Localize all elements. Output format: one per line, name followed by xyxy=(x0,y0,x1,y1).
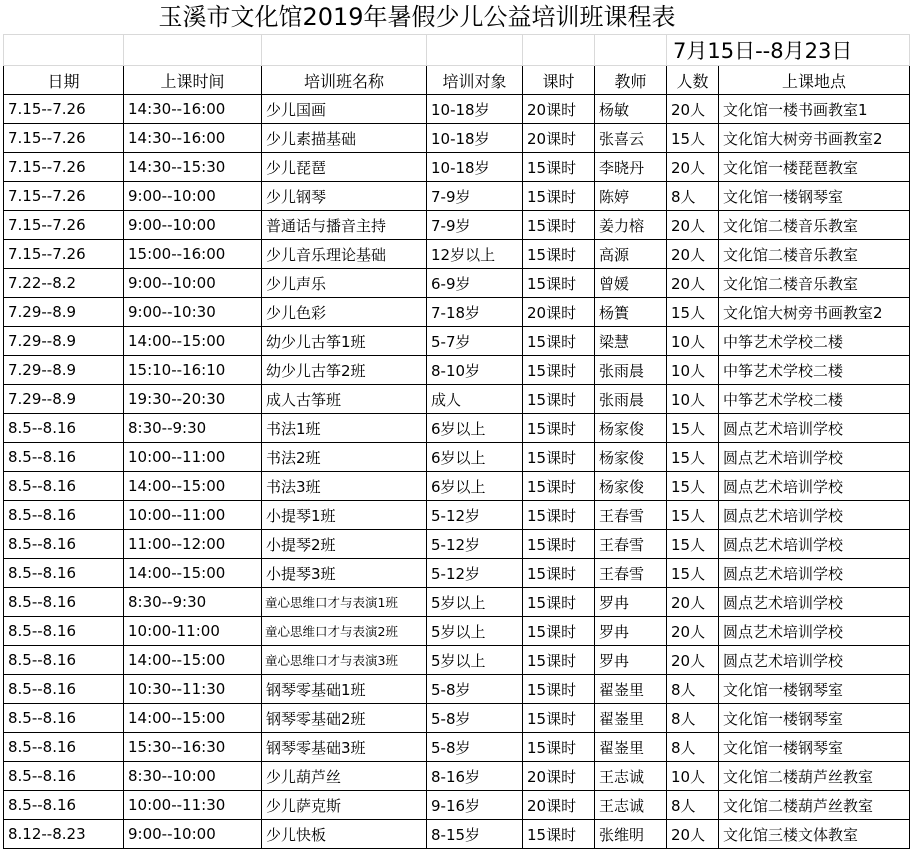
teacher-cell[interactable]: 陈婷 xyxy=(595,182,667,211)
cell[interactable] xyxy=(427,35,523,66)
table-row xyxy=(4,356,910,385)
class-name-cell[interactable]: 童心思维口才与表演1班 xyxy=(262,588,427,617)
time-cell[interactable]: 15:10--16:10 xyxy=(124,356,262,385)
date-cell[interactable]: 8.5--8.16 xyxy=(4,472,124,501)
table-row xyxy=(4,298,910,327)
date-cell[interactable]: 7.15--7.26 xyxy=(4,95,124,124)
location-cell[interactable]: 文化馆二楼音乐教室 xyxy=(719,240,910,269)
time-cell[interactable]: 10:00-11:00 xyxy=(124,617,262,646)
teacher-cell[interactable]: 王春雪 xyxy=(595,530,667,559)
time-cell[interactable]: 14:00--15:00 xyxy=(124,327,262,356)
count-cell[interactable]: 10人 xyxy=(667,762,719,791)
date-cell[interactable]: 8.5--8.16 xyxy=(4,733,124,762)
location-cell[interactable]: 文化馆二楼音乐教室 xyxy=(719,269,910,298)
hours-cell[interactable]: 15课时 xyxy=(523,588,595,617)
teacher-cell[interactable]: 梁慧 xyxy=(595,327,667,356)
table-row xyxy=(4,182,910,211)
table-row xyxy=(4,269,910,298)
column-header[interactable]: 课时 xyxy=(523,66,595,95)
cell[interactable] xyxy=(124,35,262,66)
teacher-cell[interactable]: 张喜云 xyxy=(595,124,667,153)
location-cell[interactable]: 文化馆二楼葫芦丝教室 xyxy=(719,762,910,791)
time-cell[interactable]: 9:00--10:00 xyxy=(124,182,262,211)
location-cell[interactable]: 圆点艺术培训学校 xyxy=(719,501,910,530)
teacher-cell[interactable]: 李晓丹 xyxy=(595,153,667,182)
table-row xyxy=(4,646,910,675)
location-cell[interactable]: 中筝艺术学校二楼 xyxy=(719,385,910,414)
count-cell[interactable]: 20人 xyxy=(667,646,719,675)
count-cell[interactable]: 20人 xyxy=(667,617,719,646)
location-cell[interactable]: 圆点艺术培训学校 xyxy=(719,617,910,646)
class-name-cell[interactable]: 少儿色彩 xyxy=(262,298,427,327)
location-cell[interactable]: 文化馆一楼钢琴室 xyxy=(719,733,910,762)
hours-cell[interactable]: 15课时 xyxy=(523,675,595,704)
count-cell[interactable]: 8人 xyxy=(667,182,719,211)
target-cell[interactable]: 8-16岁 xyxy=(427,762,523,791)
date-cell[interactable]: 8.5--8.16 xyxy=(4,762,124,791)
teacher-cell[interactable]: 杨家俊 xyxy=(595,414,667,443)
count-cell[interactable]: 20人 xyxy=(667,211,719,240)
class-name-cell[interactable]: 少儿葫芦丝 xyxy=(262,762,427,791)
time-cell[interactable]: 14:00--15:00 xyxy=(124,559,262,588)
location-cell[interactable]: 文化馆一楼琵琶教室 xyxy=(719,153,910,182)
teacher-cell[interactable]: 杨敏 xyxy=(595,95,667,124)
date-cell[interactable]: 8.5--8.16 xyxy=(4,588,124,617)
date-cell[interactable]: 7.15--7.26 xyxy=(4,124,124,153)
location-cell[interactable]: 文化馆一楼书画教室1 xyxy=(719,95,910,124)
target-cell[interactable]: 5-8岁 xyxy=(427,675,523,704)
table-row xyxy=(4,733,910,762)
table-row xyxy=(4,501,910,530)
table-row xyxy=(4,443,910,472)
date-cell[interactable]: 8.5--8.16 xyxy=(4,501,124,530)
hours-cell[interactable]: 20课时 xyxy=(523,791,595,820)
hours-cell[interactable]: 15课时 xyxy=(523,617,595,646)
teacher-cell[interactable]: 罗冉 xyxy=(595,617,667,646)
date-cell[interactable]: 7.29--8.9 xyxy=(4,385,124,414)
target-cell[interactable]: 6岁以上 xyxy=(427,414,523,443)
teacher-cell[interactable]: 罗冉 xyxy=(595,646,667,675)
table-row xyxy=(4,791,910,820)
target-cell[interactable]: 12岁以上 xyxy=(427,240,523,269)
teacher-cell[interactable]: 翟崟里 xyxy=(595,704,667,733)
teacher-cell[interactable]: 翟崟里 xyxy=(595,733,667,762)
hours-cell[interactable]: 15课时 xyxy=(523,443,595,472)
target-cell[interactable]: 7-9岁 xyxy=(427,182,523,211)
date-cell[interactable]: 8.5--8.16 xyxy=(4,443,124,472)
table-row xyxy=(4,95,910,124)
class-name-cell[interactable]: 幼少儿古筝1班 xyxy=(262,327,427,356)
title-text: 玉溪市文化馆2019年暑假少儿公益培训班课程表 xyxy=(158,3,676,31)
class-name-cell[interactable]: 钢琴零基础3班 xyxy=(262,733,427,762)
target-cell[interactable]: 6岁以上 xyxy=(427,472,523,501)
location-cell[interactable]: 文化馆一楼钢琴室 xyxy=(719,182,910,211)
class-name-cell[interactable]: 小提琴1班 xyxy=(262,501,427,530)
date-cell[interactable]: 8.5--8.16 xyxy=(4,704,124,733)
hours-cell[interactable]: 15课时 xyxy=(523,356,595,385)
count-cell[interactable]: 20人 xyxy=(667,153,719,182)
time-cell[interactable]: 10:00--11:00 xyxy=(124,443,262,472)
table-row xyxy=(4,820,910,849)
time-cell[interactable]: 10:30--11:30 xyxy=(124,675,262,704)
location-cell[interactable]: 圆点艺术培训学校 xyxy=(719,559,910,588)
hours-cell[interactable]: 15课时 xyxy=(523,211,595,240)
target-cell[interactable]: 6-9岁 xyxy=(427,269,523,298)
location-cell[interactable]: 中筝艺术学校二楼 xyxy=(719,327,910,356)
location-cell[interactable]: 文化馆大树旁书画教室2 xyxy=(719,124,910,153)
location-cell[interactable]: 圆点艺术培训学校 xyxy=(719,646,910,675)
teacher-cell[interactable]: 罗冉 xyxy=(595,588,667,617)
hours-cell[interactable]: 15课时 xyxy=(523,733,595,762)
teacher-cell[interactable]: 王志诚 xyxy=(595,791,667,820)
location-cell[interactable]: 文化馆一楼钢琴室 xyxy=(719,675,910,704)
date-cell[interactable]: 8.5--8.16 xyxy=(4,646,124,675)
count-cell[interactable]: 10人 xyxy=(667,385,719,414)
time-cell[interactable]: 8:30--9:30 xyxy=(124,414,262,443)
time-cell[interactable]: 11:00--12:00 xyxy=(124,530,262,559)
table-row xyxy=(4,153,910,182)
table-row xyxy=(4,530,910,559)
class-name-cell[interactable]: 少儿国画 xyxy=(262,95,427,124)
time-cell[interactable]: 14:00--15:00 xyxy=(124,472,262,501)
teacher-cell[interactable]: 王春雪 xyxy=(595,501,667,530)
hours-cell[interactable]: 15课时 xyxy=(523,646,595,675)
hours-cell[interactable]: 15课时 xyxy=(523,385,595,414)
table-row xyxy=(4,617,910,646)
target-cell[interactable]: 5-12岁 xyxy=(427,501,523,530)
date-cell[interactable]: 7.15--7.26 xyxy=(4,153,124,182)
teacher-cell[interactable]: 张雨晨 xyxy=(595,385,667,414)
count-cell[interactable]: 10人 xyxy=(667,327,719,356)
teacher-cell[interactable]: 姜力榕 xyxy=(595,211,667,240)
date-cell[interactable]: 8.5--8.16 xyxy=(4,675,124,704)
location-cell[interactable]: 圆点艺术培训学校 xyxy=(719,443,910,472)
target-cell[interactable]: 8-15岁 xyxy=(427,820,523,849)
count-cell[interactable]: 15人 xyxy=(667,472,719,501)
class-name-cell[interactable]: 少儿素描基础 xyxy=(262,124,427,153)
count-cell[interactable]: 20人 xyxy=(667,269,719,298)
column-header[interactable]: 培训对象 xyxy=(427,66,523,95)
location-cell[interactable]: 文化馆二楼音乐教室 xyxy=(719,211,910,240)
teacher-cell[interactable]: 杨家俊 xyxy=(595,472,667,501)
target-cell[interactable]: 10-18岁 xyxy=(427,153,523,182)
teacher-cell[interactable]: 曾媛 xyxy=(595,269,667,298)
table-row xyxy=(4,211,910,240)
class-name-cell[interactable]: 幼少儿古筝2班 xyxy=(262,356,427,385)
hours-cell[interactable]: 15课时 xyxy=(523,530,595,559)
class-name-cell[interactable]: 书法1班 xyxy=(262,414,427,443)
table-row xyxy=(4,240,910,269)
location-cell[interactable]: 中筝艺术学校二楼 xyxy=(719,356,910,385)
table-row xyxy=(4,327,910,356)
date-cell[interactable]: 8.12--8.23 xyxy=(4,820,124,849)
cell[interactable] xyxy=(595,35,667,66)
cell[interactable] xyxy=(262,35,427,66)
time-cell[interactable]: 14:30--16:00 xyxy=(124,124,262,153)
target-cell[interactable]: 10-18岁 xyxy=(427,124,523,153)
time-cell[interactable]: 9:00--10:00 xyxy=(124,820,262,849)
time-cell[interactable]: 9:00--10:30 xyxy=(124,298,262,327)
count-cell[interactable]: 8人 xyxy=(667,733,719,762)
count-cell[interactable]: 15人 xyxy=(667,530,719,559)
time-cell[interactable]: 9:00--10:00 xyxy=(124,211,262,240)
hours-cell[interactable]: 15课时 xyxy=(523,269,595,298)
date-cell[interactable]: 7.29--8.9 xyxy=(4,298,124,327)
table-row xyxy=(4,675,910,704)
table-row xyxy=(4,588,910,617)
cell[interactable] xyxy=(523,35,595,66)
class-name-cell[interactable]: 钢琴零基础2班 xyxy=(262,704,427,733)
date-range[interactable]: 7月15日--8月23日 xyxy=(667,35,910,66)
column-header[interactable]: 上课地点 xyxy=(719,66,910,95)
hours-cell[interactable]: 15课时 xyxy=(523,414,595,443)
location-cell[interactable]: 文化馆三楼文体教室 xyxy=(719,820,910,849)
teacher-cell[interactable]: 王春雪 xyxy=(595,559,667,588)
hours-cell[interactable]: 15课时 xyxy=(523,327,595,356)
count-cell[interactable]: 15人 xyxy=(667,124,719,153)
target-cell[interactable]: 5岁以上 xyxy=(427,588,523,617)
hours-cell[interactable]: 15课时 xyxy=(523,559,595,588)
date-cell[interactable]: 8.5--8.16 xyxy=(4,617,124,646)
class-name-cell[interactable]: 少儿萨克斯 xyxy=(262,791,427,820)
count-cell[interactable]: 15人 xyxy=(667,443,719,472)
time-cell[interactable]: 10:00--11:00 xyxy=(124,501,262,530)
hours-cell[interactable]: 20课时 xyxy=(523,298,595,327)
location-cell[interactable]: 圆点艺术培训学校 xyxy=(719,414,910,443)
date-range-row xyxy=(4,35,910,66)
location-cell[interactable]: 文化馆一楼钢琴室 xyxy=(719,704,910,733)
class-name-cell[interactable]: 少儿音乐理论基础 xyxy=(262,240,427,269)
target-cell[interactable]: 5-12岁 xyxy=(427,530,523,559)
hours-cell[interactable]: 20课时 xyxy=(523,95,595,124)
teacher-cell[interactable]: 杨家俊 xyxy=(595,443,667,472)
count-cell[interactable]: 20人 xyxy=(667,95,719,124)
hours-cell[interactable]: 15课时 xyxy=(523,182,595,211)
table-row xyxy=(4,124,910,153)
cell[interactable] xyxy=(4,35,124,66)
target-cell[interactable]: 成人 xyxy=(427,385,523,414)
class-name-cell[interactable]: 小提琴3班 xyxy=(262,559,427,588)
time-cell[interactable]: 19:30--20:30 xyxy=(124,385,262,414)
location-cell[interactable]: 文化馆大树旁书画教室2 xyxy=(719,298,910,327)
time-cell[interactable]: 14:30--15:30 xyxy=(124,153,262,182)
column-header[interactable]: 培训班名称 xyxy=(262,66,427,95)
time-cell[interactable]: 14:30--16:00 xyxy=(124,95,262,124)
time-cell[interactable]: 8:30--10:00 xyxy=(124,762,262,791)
date-cell[interactable]: 8.5--8.16 xyxy=(4,559,124,588)
target-cell[interactable]: 10-18岁 xyxy=(427,95,523,124)
class-name-cell[interactable]: 普通话与播音主持 xyxy=(262,211,427,240)
target-cell[interactable]: 5-7岁 xyxy=(427,327,523,356)
table-row xyxy=(4,385,910,414)
count-cell[interactable]: 8人 xyxy=(667,675,719,704)
class-name-cell[interactable]: 少儿快板 xyxy=(262,820,427,849)
time-cell[interactable]: 14:00--15:00 xyxy=(124,704,262,733)
teacher-cell[interactable]: 王志诚 xyxy=(595,762,667,791)
target-cell[interactable]: 5-12岁 xyxy=(427,559,523,588)
header-row xyxy=(4,66,910,95)
class-name-cell[interactable]: 少儿琵琶 xyxy=(262,153,427,182)
time-cell[interactable]: 10:00--11:30 xyxy=(124,791,262,820)
schedule-table xyxy=(3,34,910,849)
class-name-cell[interactable]: 少儿声乐 xyxy=(262,269,427,298)
date-cell[interactable]: 7.29--8.9 xyxy=(4,356,124,385)
count-cell[interactable]: 8人 xyxy=(667,704,719,733)
hours-cell[interactable]: 15课时 xyxy=(523,820,595,849)
teacher-cell[interactable]: 翟崟里 xyxy=(595,675,667,704)
table-row xyxy=(4,704,910,733)
table-row xyxy=(4,762,910,791)
hours-cell[interactable]: 15课时 xyxy=(523,240,595,269)
column-header[interactable]: 教师 xyxy=(595,66,667,95)
location-cell[interactable]: 圆点艺术培训学校 xyxy=(719,472,910,501)
target-cell[interactable]: 9-16岁 xyxy=(427,791,523,820)
hours-cell[interactable]: 15课时 xyxy=(523,153,595,182)
sheet-title xyxy=(0,0,912,34)
table-row xyxy=(4,414,910,443)
class-name-cell[interactable]: 钢琴零基础1班 xyxy=(262,675,427,704)
count-cell[interactable]: 20人 xyxy=(667,820,719,849)
location-cell[interactable]: 圆点艺术培训学校 xyxy=(719,588,910,617)
count-cell[interactable]: 10人 xyxy=(667,356,719,385)
class-name-cell[interactable]: 成人古筝班 xyxy=(262,385,427,414)
date-cell[interactable]: 7.15--7.26 xyxy=(4,211,124,240)
table-row xyxy=(4,472,910,501)
table-row xyxy=(4,559,910,588)
target-cell[interactable]: 6岁以上 xyxy=(427,443,523,472)
count-cell[interactable]: 20人 xyxy=(667,588,719,617)
time-cell[interactable]: 15:30--16:30 xyxy=(124,733,262,762)
date-cell[interactable]: 7.29--8.9 xyxy=(4,327,124,356)
target-cell[interactable]: 5岁以上 xyxy=(427,646,523,675)
column-header[interactable]: 日期 xyxy=(4,66,124,95)
class-name-cell[interactable]: 小提琴2班 xyxy=(262,530,427,559)
location-cell[interactable]: 圆点艺术培训学校 xyxy=(719,530,910,559)
date-cell[interactable]: 7.15--7.26 xyxy=(4,240,124,269)
date-cell[interactable]: 8.5--8.16 xyxy=(4,414,124,443)
teacher-cell[interactable]: 张维明 xyxy=(595,820,667,849)
count-cell[interactable]: 15人 xyxy=(667,559,719,588)
class-name-cell[interactable]: 童心思维口才与表演3班 xyxy=(262,646,427,675)
hours-cell[interactable]: 20课时 xyxy=(523,124,595,153)
target-cell[interactable]: 8-10岁 xyxy=(427,356,523,385)
time-cell[interactable]: 9:00--10:00 xyxy=(124,269,262,298)
time-cell[interactable]: 14:00--15:00 xyxy=(124,646,262,675)
count-cell[interactable]: 20人 xyxy=(667,240,719,269)
hours-cell[interactable]: 15课时 xyxy=(523,472,595,501)
teacher-cell[interactable]: 张雨晨 xyxy=(595,356,667,385)
teacher-cell[interactable]: 杨簣 xyxy=(595,298,667,327)
target-cell[interactable]: 5-8岁 xyxy=(427,733,523,762)
target-cell[interactable]: 7-18岁 xyxy=(427,298,523,327)
teacher-cell[interactable]: 高源 xyxy=(595,240,667,269)
count-cell[interactable]: 15人 xyxy=(667,298,719,327)
target-cell[interactable]: 5岁以上 xyxy=(427,617,523,646)
time-cell[interactable]: 15:00--16:00 xyxy=(124,240,262,269)
date-cell[interactable]: 8.5--8.16 xyxy=(4,530,124,559)
column-header[interactable]: 上课时间 xyxy=(124,66,262,95)
hours-cell[interactable]: 15课时 xyxy=(523,704,595,733)
class-name-cell[interactable]: 书法3班 xyxy=(262,472,427,501)
class-name-cell[interactable]: 少儿钢琴 xyxy=(262,182,427,211)
target-cell[interactable]: 5-8岁 xyxy=(427,704,523,733)
date-cell[interactable]: 7.22--8.2 xyxy=(4,269,124,298)
time-cell[interactable]: 8:30--9:30 xyxy=(124,588,262,617)
location-cell[interactable]: 文化馆二楼葫芦丝教室 xyxy=(719,791,910,820)
count-cell[interactable]: 15人 xyxy=(667,501,719,530)
hours-cell[interactable]: 15课时 xyxy=(523,501,595,530)
column-header[interactable]: 人数 xyxy=(667,66,719,95)
count-cell[interactable]: 15人 xyxy=(667,414,719,443)
target-cell[interactable]: 7-9岁 xyxy=(427,211,523,240)
date-cell[interactable]: 8.5--8.16 xyxy=(4,791,124,820)
class-name-cell[interactable]: 书法2班 xyxy=(262,443,427,472)
date-cell[interactable]: 7.15--7.26 xyxy=(4,182,124,211)
class-name-cell[interactable]: 童心思维口才与表演2班 xyxy=(262,617,427,646)
hours-cell[interactable]: 20课时 xyxy=(523,762,595,791)
count-cell[interactable]: 8人 xyxy=(667,791,719,820)
